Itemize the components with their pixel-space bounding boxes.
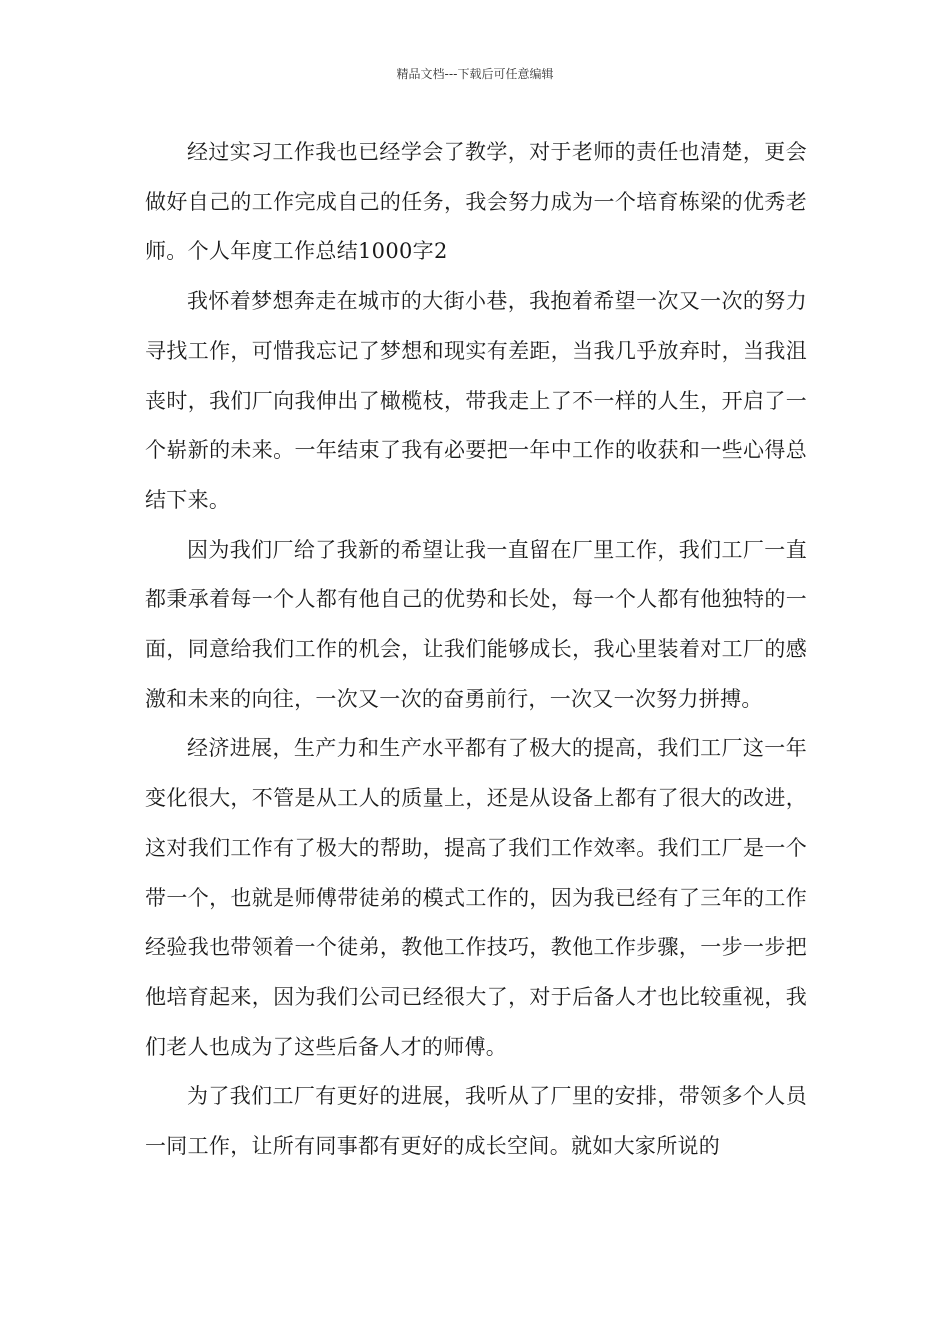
paragraph: 因为我们厂给了我新的希望让我一直留在厂里工作，我们工厂一直都秉承着每一个人都有他自己的优势和长处，每一个人都有他独特的一面，同意给我们工作的机会，让我们能够成长，我心里装着对工厂的感激和未来的向往，一次又一次的奋勇前行，一次又一次努力拼搏。 (145, 537, 807, 711)
page-header: 精品文档---下载后可任意编辑 (396, 67, 554, 81)
document-body (145, 128, 807, 1172)
paragraph: 为了我们工厂有更好的进展，我听从了厂里的安排，带领多个人员一同工作，让所有同事都有更好的成长空间。就如大家所说的 (145, 1084, 807, 1159)
paragraph: 我怀着梦想奔走在城市的大街小巷，我抱着希望一次又一次的努力寻找工作，可惜我忘记了梦想和现实有差距，当我几乎放弃时，当我沮丧时，我们厂向我伸出了橄榄枝，带我走上了不一样的人生，开启了一个崭新的未来。一年结束了我有必要把一年中工作的收获和一些心得总结下来。 (145, 289, 807, 512)
paragraph: 经过实习工作我也已经学会了教学，对于老师的责任也清楚，更会做好自己的工作完成自己的任务，我会努力成为一个培育栋梁的优秀老师。个人年度工作总结1000字2 (145, 140, 807, 264)
paragraph: 经济进展，生产力和生产水平都有了极大的提高，我们工厂这一年变化很大，不管是从工人的质量上，还是从设备上都有了很大的改进，这对我们工作有了极大的帮助，提高了我们工作效率。我们工厂是一个带一个，也就是师傅带徒弟的模式工作的，因为我已经有了三年的工作经验我也带领着一个徒弟，教他工作技巧，教他工作步骤，一步一步把他培育起来，因为我们公司已经很大了，对于后备人才也比较重视，我们老人也成为了这些后备人才的师傅。 (145, 736, 807, 1059)
